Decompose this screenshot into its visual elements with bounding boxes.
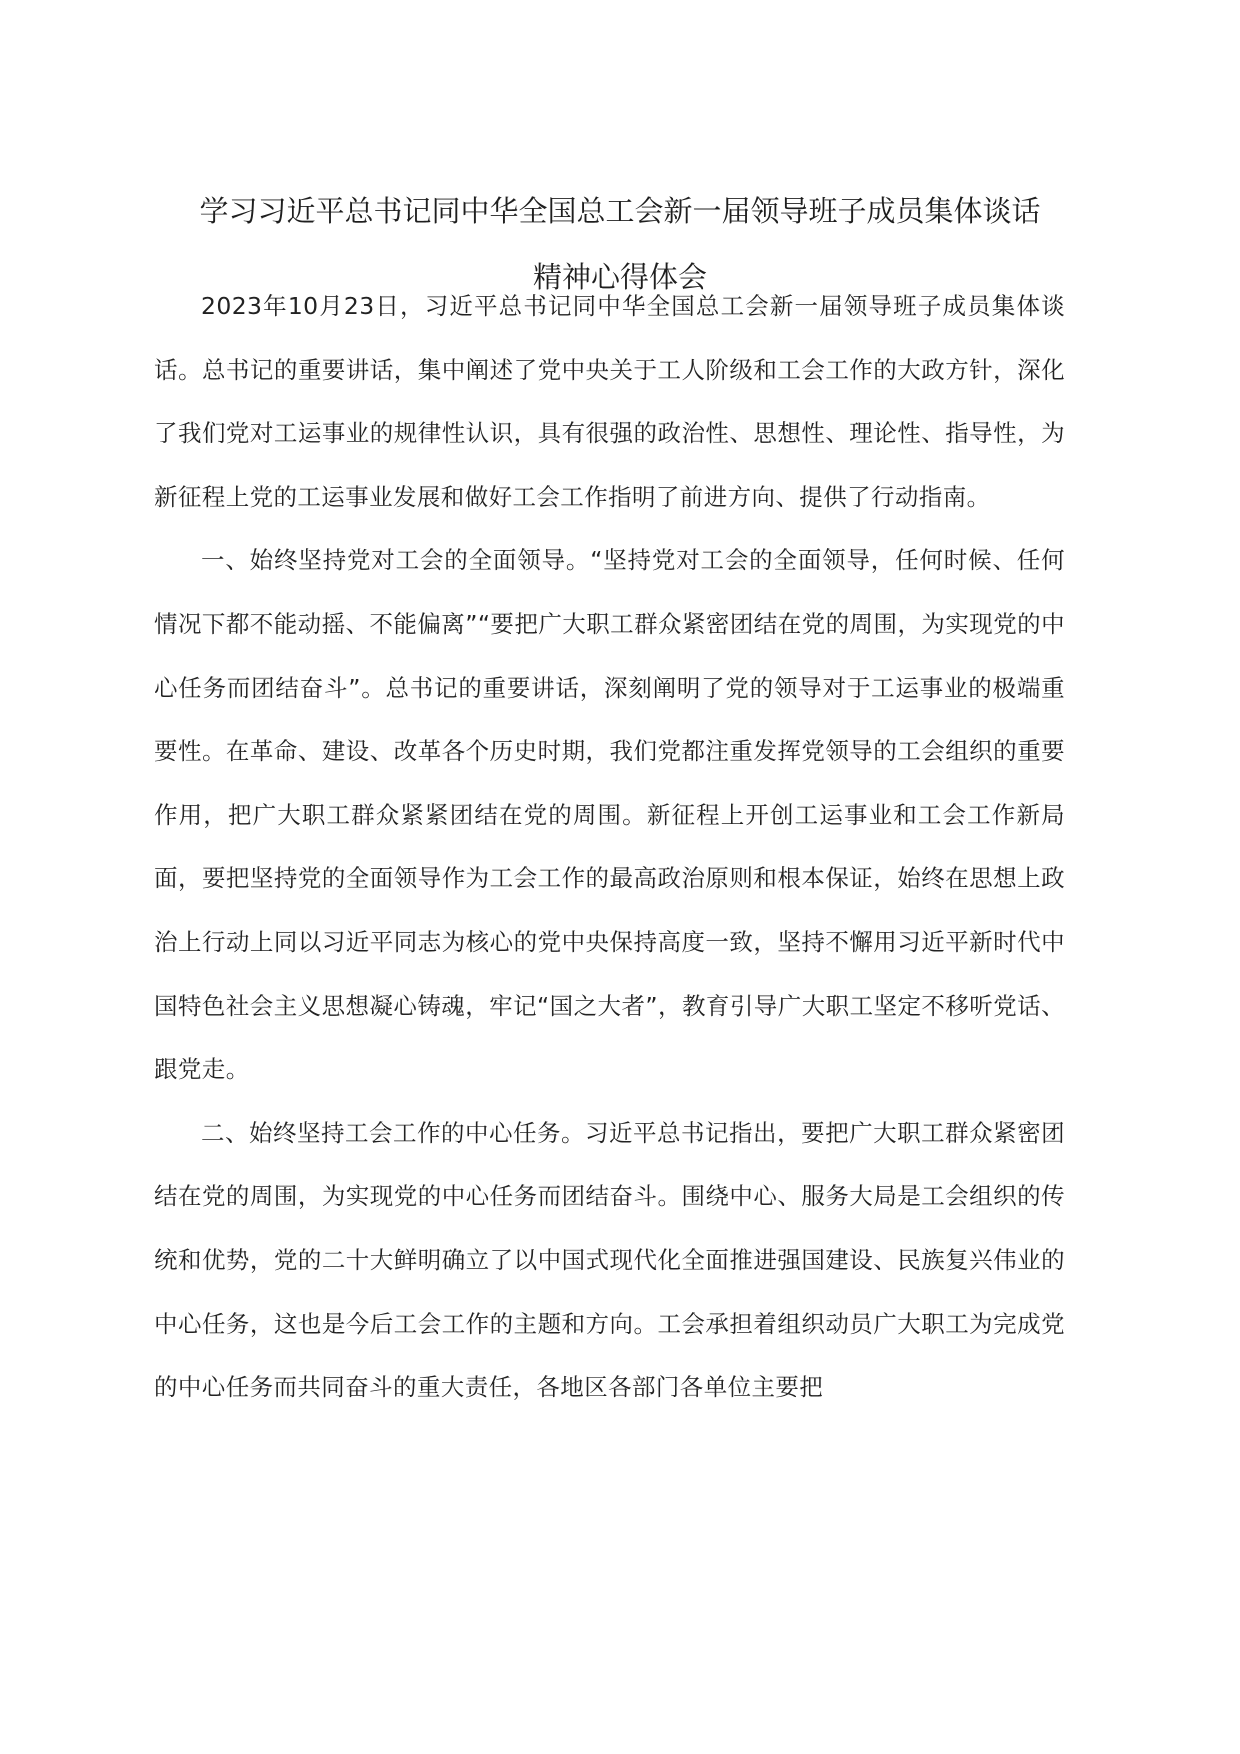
paragraph-section-1: 一、始终坚持党对工会的全面领导。“坚持党对工会的全面领导，任何时候、任何情况下都不能动摇、不能偏离”“要把广大职工群众紧密团结在党的周围，为实现党的中心任务而团结奋斗”。总书记的重要讲话，深刻阐明了党的领导对于工运事业的极端重要性。在革命、建设、改革各个历史时期，我们党都注重发挥党领导的工会组织的重要作用，把广大职工群众紧紧团结在党的周围。新征程上开创工运事业和工会工作新局面，要把坚持党的全面领导作为工会工作的最高政治原则和根本保证，始终在思想上政治上行动上同以习近平同志为核心的党中央保持高度一致，坚持不懈用习近平新时代中国特色社会主义思想凝心铸魂，牢记“国之大者”，教育引导广大职工坚定不移听党话、跟党走。 (154, 546, 1065, 1084)
paragraph-intro: 2023年10月23日，习近平总书记同中华全国总工会新一届领导班子成员集体谈话。总书记的重要讲话，集中阐述了党中央关于工人阶级和工会工作的大政方针，深化了我们党对工运事业的规律性认识，具有很强的政治性、思想性、理论性、指导性，为新征程上党的工运事业发展和做好工会工作指明了前进方向、提供了行动指南。 (154, 292, 1065, 511)
paragraph-section-2: 二、始终坚持工会工作的中心任务。习近平总书记指出，要把广大职工群众紧密团结在党的周围，为实现党的中心任务而团结奋斗。围绕中心、服务大局是工会组织的传统和优势，党的二十大鲜明确立了以中国式现代化全面推进强国建设、民族复兴伟业的中心任务，这也是今后工会工作的主题和方向。工会承担着组织动员广大职工为完成党的中心任务而共同奋斗的重大责任，各地区各部门各单位主要把 (154, 1118, 1065, 1402)
document-title-line-1: 学习习近平总书记同中华全国总工会新一届领导班子成员集体谈话 (199, 194, 1041, 228)
document-body (154, 275, 1065, 1420)
document-title-line-2: 精神心得体会 (532, 260, 707, 294)
